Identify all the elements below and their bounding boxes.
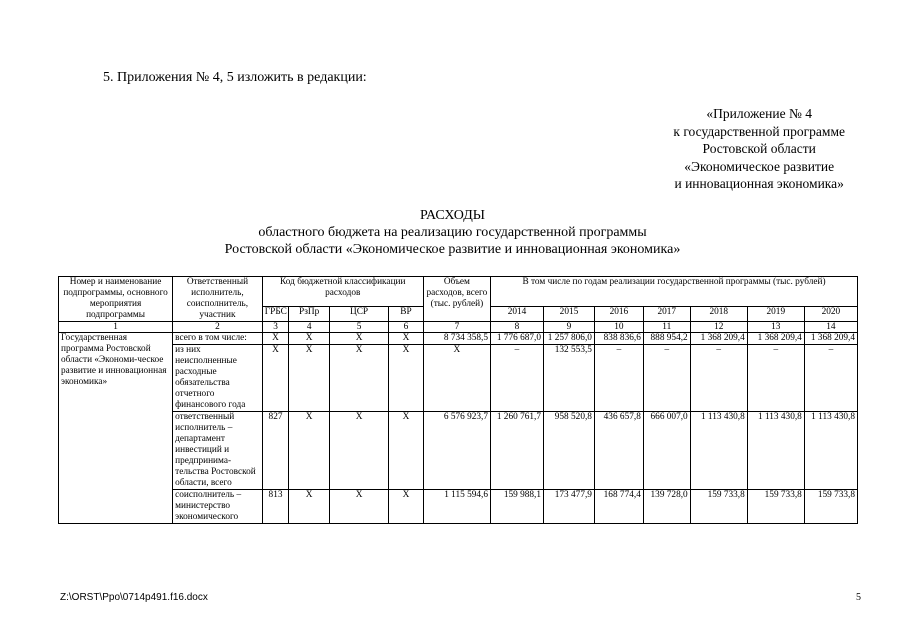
year-cell: – [747,345,804,412]
appendix-line-2: к государственной программе [673,123,845,139]
header-rzpr: РзПр [289,306,330,321]
page-number: 5 [856,592,861,603]
total-cell: 1 115 594,6 [423,490,490,524]
col-number: 5 [330,322,389,333]
year-cell: 132 553,5 [544,345,595,412]
footer-file-path: Z:\ORST\Ppo\0714p491.f16.docx [60,592,208,603]
year-cell: – [804,345,857,412]
year-cell: 159 733,8 [747,490,804,524]
program-name-cell: Государственная программа Ростовской области «Экономи-ческое развитие и инновационная экономика» [59,333,173,524]
header-volume: Объем расходов, всего (тыс. рублей) [423,277,490,322]
header-grbs: ГРБС [262,306,288,321]
table-row-total [59,333,858,345]
column-number-row [59,322,858,333]
col-number: 4 [289,322,330,333]
year-cell: 1 260 761,7 [491,412,544,490]
year-cell: 1 113 430,8 [804,412,857,490]
col-number: 7 [423,322,490,333]
year-cell: 1 368 209,4 [747,333,804,345]
header-year-2020: 2020 [804,306,857,321]
intro-text: 5. Приложения № 4, 5 изложить в редакции: [103,70,367,85]
appendix-header [673,105,845,193]
vr-cell: Х [389,490,424,524]
executor-cell: из них неисполненные расходные обязательства отчетного финансового года [173,345,263,412]
csr-cell: Х [330,412,389,490]
rzpr-cell: Х [289,345,330,412]
year-cell: 1 257 806,0 [544,333,595,345]
rzpr-cell: Х [289,333,330,345]
csr-cell: Х [330,490,389,524]
col-number: 12 [690,322,747,333]
grbs-cell: 827 [262,412,288,490]
year-cell: – [690,345,747,412]
year-cell: 173 477,9 [544,490,595,524]
executor-cell: ответственный исполнитель – департамент инвестиций и предпринима-тельства Ростовской области, всего [173,412,263,490]
year-cell: – [643,345,690,412]
header-years-group: В том числе по годам реализации государственной программы (тыс. рублей) [491,277,858,307]
year-cell: 958 520,8 [544,412,595,490]
year-cell: 139 728,0 [643,490,690,524]
col-number: 13 [747,322,804,333]
col-number: 2 [173,322,263,333]
header-year-2019: 2019 [747,306,804,321]
year-cell: 1 776 687,0 [491,333,544,345]
header-year-2014: 2014 [491,306,544,321]
csr-cell: Х [330,345,389,412]
vr-cell: Х [389,333,424,345]
year-cell: 1 113 430,8 [690,412,747,490]
year-cell: 888 954,2 [643,333,690,345]
table-row-coexecutor [59,490,858,524]
header-year-2015: 2015 [544,306,595,321]
col-number: 3 [262,322,288,333]
header-vr: ВР [389,306,424,321]
appendix-line-5: и инновационная экономика» [674,176,844,191]
year-cell: 666 007,0 [643,412,690,490]
col-number: 6 [389,322,424,333]
col-number: 1 [59,322,173,333]
year-cell: 159 733,8 [690,490,747,524]
grbs-cell: Х [262,345,288,412]
executor-cell: всего в том числе: [173,333,263,345]
table-row-unfulfilled [59,345,858,412]
col-number: 11 [643,322,690,333]
year-cell: 1 368 209,4 [690,333,747,345]
vr-cell: Х [389,345,424,412]
rzpr-cell: Х [289,412,330,490]
header-year-2018: 2018 [690,306,747,321]
title-line-1: РАСХОДЫ [420,208,485,223]
year-cell: 168 774,4 [594,490,643,524]
total-cell: 8 734 358,5 [423,333,490,345]
vr-cell: Х [389,412,424,490]
col-number: 14 [804,322,857,333]
col-number: 9 [544,322,595,333]
title-line-3: Ростовской области «Экономическое развитие и инновационная экономика» [224,242,681,257]
year-cell: – [594,345,643,412]
csr-cell: Х [330,333,389,345]
header-col1: Номер и наименование подпрограммы, основного мероприятия подпрограммы [59,277,173,322]
grbs-cell: Х [262,333,288,345]
year-cell: 1 113 430,8 [747,412,804,490]
year-cell: 159 988,1 [491,490,544,524]
year-cell: 1 368 209,4 [804,333,857,345]
header-row-1 [59,277,858,307]
year-cell: 436 657,8 [594,412,643,490]
appendix-line-3: Ростовской области [702,141,816,156]
executor-cell: соисполнитель – министерство экономического [173,490,263,524]
year-cell: – [491,345,544,412]
year-cell: 159 733,8 [804,490,857,524]
header-year-2016: 2016 [594,306,643,321]
col-number: 10 [594,322,643,333]
expenses-table [58,276,858,524]
table-row-responsible [59,412,858,490]
grbs-cell: 813 [262,490,288,524]
header-col2: Ответственный исполнитель, соисполнитель, участник [173,277,263,322]
total-cell: Х [423,345,490,412]
header-csr: ЦСР [330,306,389,321]
document-title [0,207,905,258]
total-cell: 6 576 923,7 [423,412,490,490]
appendix-line-4: «Экономическое развитие [684,158,835,174]
header-year-2017: 2017 [643,306,690,321]
year-cell: 838 836,6 [594,333,643,345]
header-budget-code: Код бюджетной классификации расходов [262,277,423,307]
col-number: 8 [491,322,544,333]
rzpr-cell: Х [289,490,330,524]
title-line-2: областного бюджета на реализацию государственной программы [258,225,647,240]
appendix-line-1: «Приложение № 4 [706,106,812,121]
